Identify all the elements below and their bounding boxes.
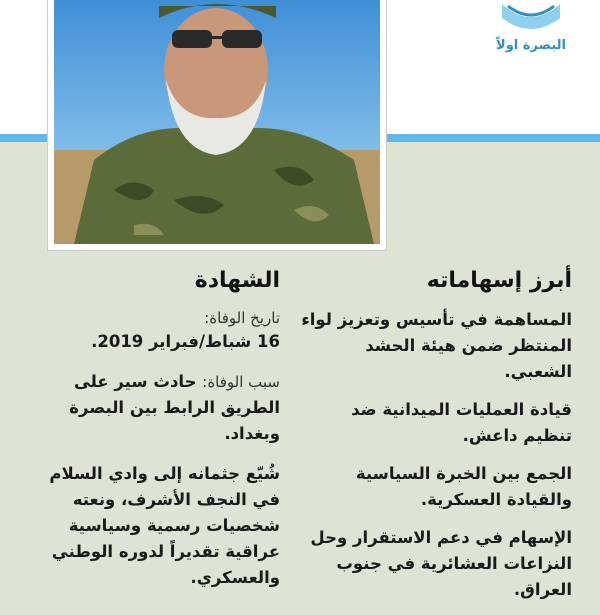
contribution-item: المساهمة في تأسيس وتعزيز لواء المنتظر ضمن هيئة الحشد الشعبي. [301, 310, 572, 381]
death-cause-value: حادث سير على الطريق الرابط بين البصرة وبغداد. [69, 372, 280, 443]
contribution-item: الإسهام في دعم الاستقرار وحل النزاعات العشائرية في جنوب العراق. [310, 528, 572, 599]
funeral-text: شُيّع جثمانه إلى وادي السلام في النجف الأشرف، ونعته شخصيات رسمية وسياسية عراقية تقديراً لدوره الوطني والعسكري. [49, 464, 280, 587]
contribution-item: قيادة العمليات الميدانية ضد تنظيم داعش. [351, 400, 572, 445]
contributions-title: أبرز إسهاماته [426, 268, 572, 293]
death-cause-label: سبب الوفاة: [202, 373, 280, 391]
death-cause [18, 369, 280, 447]
death-date-value: 16 شباط/فبراير 2019. [91, 332, 280, 351]
basra-logo-icon [496, 0, 566, 34]
contribution-item: الجمع بين الخبرة السياسية والقيادة العسكرية. [355, 464, 572, 509]
contributions-section [300, 268, 572, 615]
portrait-photo [48, 0, 386, 250]
martyrdom-title: الشهادة [194, 268, 280, 293]
logo-text: البصرة اولاً [496, 38, 566, 53]
death-date-label: تاريخ الوفاة: [204, 309, 280, 327]
martyrdom-section [18, 268, 280, 605]
portrait-photo-icon [54, 0, 380, 244]
